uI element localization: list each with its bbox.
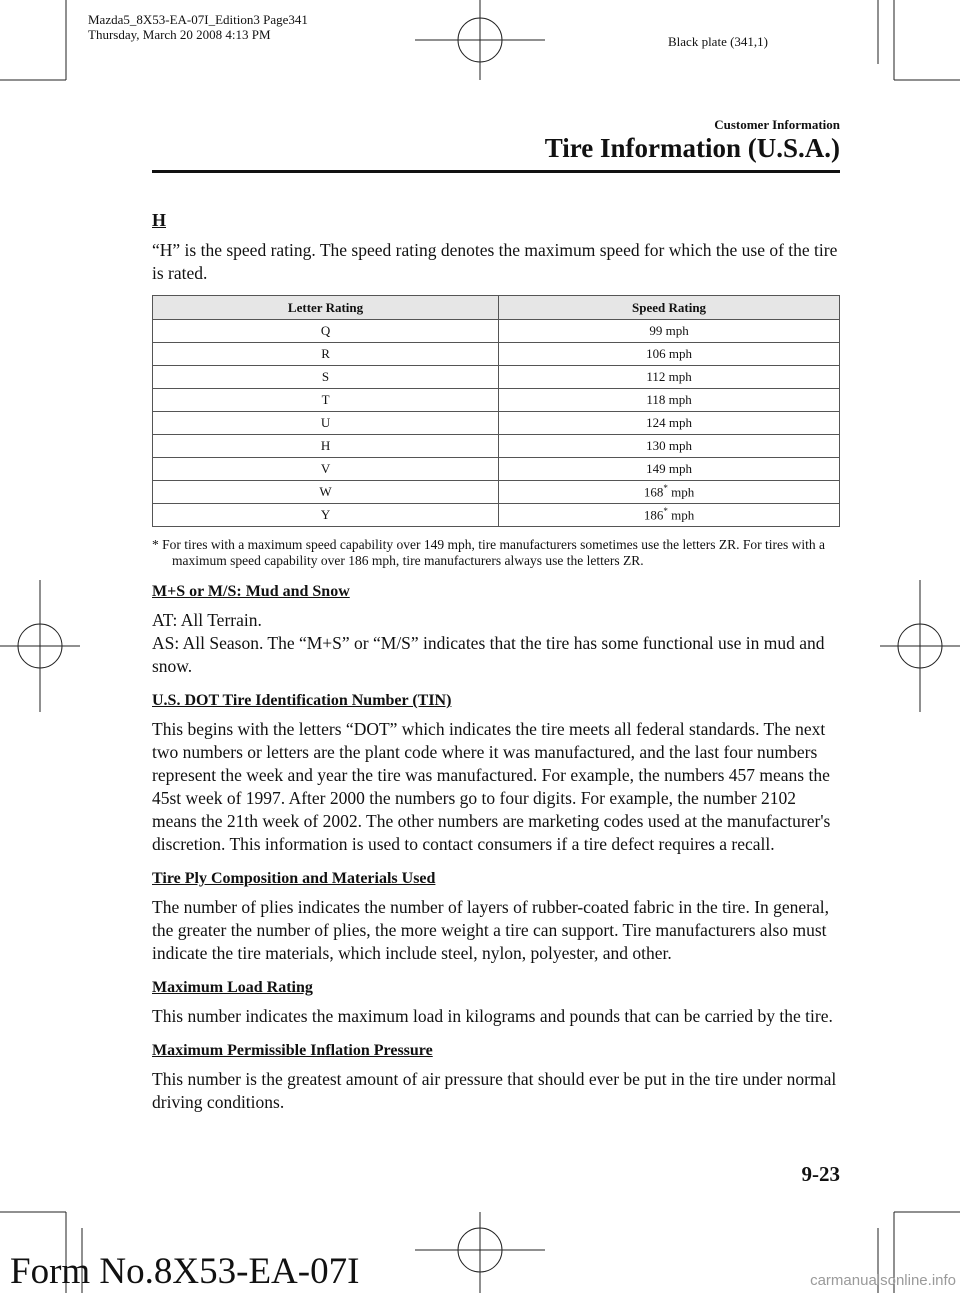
speed-value: 118 mph (646, 392, 692, 407)
letter-rating-cell: R (153, 343, 499, 366)
registration-target-left (0, 580, 80, 712)
speed-rating-cell (499, 389, 840, 412)
speed-rating-cell (499, 320, 840, 343)
speed-value: 130 mph (646, 438, 692, 453)
speed-unit: mph (667, 484, 695, 500)
table-row (153, 320, 840, 343)
table-row (153, 458, 840, 481)
title-rule (152, 170, 840, 173)
speed-rating-cell (499, 504, 840, 527)
letter-rating-cell: V (153, 458, 499, 481)
registration-target-top (415, 0, 545, 80)
speed-value: 124 mph (646, 415, 692, 430)
form-number: Form No.8X53-EA-07I (10, 1251, 360, 1292)
speed-rating-table (152, 295, 840, 527)
registration-target-bottom (415, 1212, 545, 1293)
column-header-speed: Speed Rating (499, 296, 840, 320)
table-header-row (153, 296, 840, 320)
speed-value: 168 (643, 484, 664, 500)
letter-rating-cell: Y (153, 504, 499, 527)
speed-rating-cell (499, 366, 840, 389)
section-paragraph: AT: All Terrain. (152, 610, 262, 630)
letter-rating-cell: T (153, 389, 499, 412)
print-file-line: Mazda5_8X53-EA-07I_Edition3 Page341 (88, 12, 308, 27)
section-paragraph: AS: All Season. The “M+S” or “M/S” indicates that the tire has some functional use in mud and snow. (152, 633, 825, 676)
info-sections (152, 583, 842, 1114)
speed-value: 106 mph (646, 346, 692, 361)
section-heading: M+S or M/S: Mud and Snow (152, 583, 350, 600)
page-content (152, 210, 842, 1124)
footnote-marker: * (663, 483, 668, 494)
section-paragraph: This number indicates the maximum load in kilograms and pounds that can be carried by the tire. (152, 1006, 833, 1026)
table-row (153, 435, 840, 458)
speed-value: 186 (643, 507, 664, 523)
column-header-letter: Letter Rating (153, 296, 499, 320)
watermark: carmanualsonline.info (810, 1272, 956, 1289)
section-paragraph: The number of plies indicates the number of layers of rubber-coated fabric in the tire. In general, the greater the number of plies, the more weight a tire can support. Tire manufacturers also must indicate the tire materials, which include steel, nylon, polyester, and other. (152, 897, 830, 963)
section-label: Customer Information (714, 117, 840, 132)
table-row (153, 412, 840, 435)
speed-rating-cell (499, 343, 840, 366)
speed-rating-intro: “H” is the speed rating. The speed rating denotes the maximum speed for which the use of the tire is rated. (152, 240, 838, 283)
table-row (153, 366, 840, 389)
section-paragraph: This number is the greatest amount of air pressure that should ever be put in the tire under normal driving conditions. (152, 1069, 837, 1112)
speed-rating-cell (499, 458, 840, 481)
speed-table-footnote: * For tires with a maximum speed capability over 149 mph, tire manufacturers sometimes use the letters ZR. For tires with a maximum speed capability over 186 mph, tire manufacturers always use the letters ZR. (152, 537, 825, 568)
speed-rating-cell (499, 435, 840, 458)
speed-value: 112 mph (646, 369, 692, 384)
letter-rating-cell: H (153, 435, 499, 458)
footnote-marker: * (663, 506, 668, 517)
letter-rating-cell: Q (153, 320, 499, 343)
section-heading: Tire Ply Composition and Materials Used (152, 870, 436, 887)
page-number: 9-23 (801, 1162, 840, 1186)
section-heading: Maximum Load Rating (152, 979, 313, 996)
speed-rating-cell (499, 481, 840, 504)
speed-unit: mph (667, 507, 695, 523)
section-heading: U.S. DOT Tire Identification Number (TIN) (152, 692, 452, 709)
print-date-line: Thursday, March 20 2008 4:13 PM (88, 27, 271, 42)
section-paragraph: This begins with the letters “DOT” which indicates the tire meets all federal standards. The next two numbers or letters are the plant code where it was manufactured, and the last four numbers represent the week and year the tire was manufactured. For example, the numbers 457 means the 45st week of 1997. After 2000 the numbers go to four digits. For example, the number 2102 means the 21th week of 2002. The other numbers are marketing codes used at the manufacturer's discretion. This information is used to contact consumers if a tire defect requires a recall. (152, 719, 831, 854)
registration-target-right (880, 580, 960, 712)
speed-table-body (153, 320, 840, 527)
table-row (153, 481, 840, 504)
speed-value: 99 mph (649, 323, 689, 338)
table-row (153, 343, 840, 366)
page-title: Tire Information (U.S.A.) (544, 133, 840, 163)
section-heading: Maximum Permissible Inflation Pressure (152, 1042, 433, 1059)
table-row (153, 389, 840, 412)
letter-rating-cell: U (153, 412, 499, 435)
speed-rating-letter-heading: H (152, 210, 167, 230)
plate-label: Black plate (341,1) (668, 34, 768, 49)
print-meta (88, 12, 308, 42)
speed-value: 149 mph (646, 461, 692, 476)
speed-rating-cell (499, 412, 840, 435)
letter-rating-cell: W (153, 481, 499, 504)
letter-rating-cell: S (153, 366, 499, 389)
table-row (153, 504, 840, 527)
